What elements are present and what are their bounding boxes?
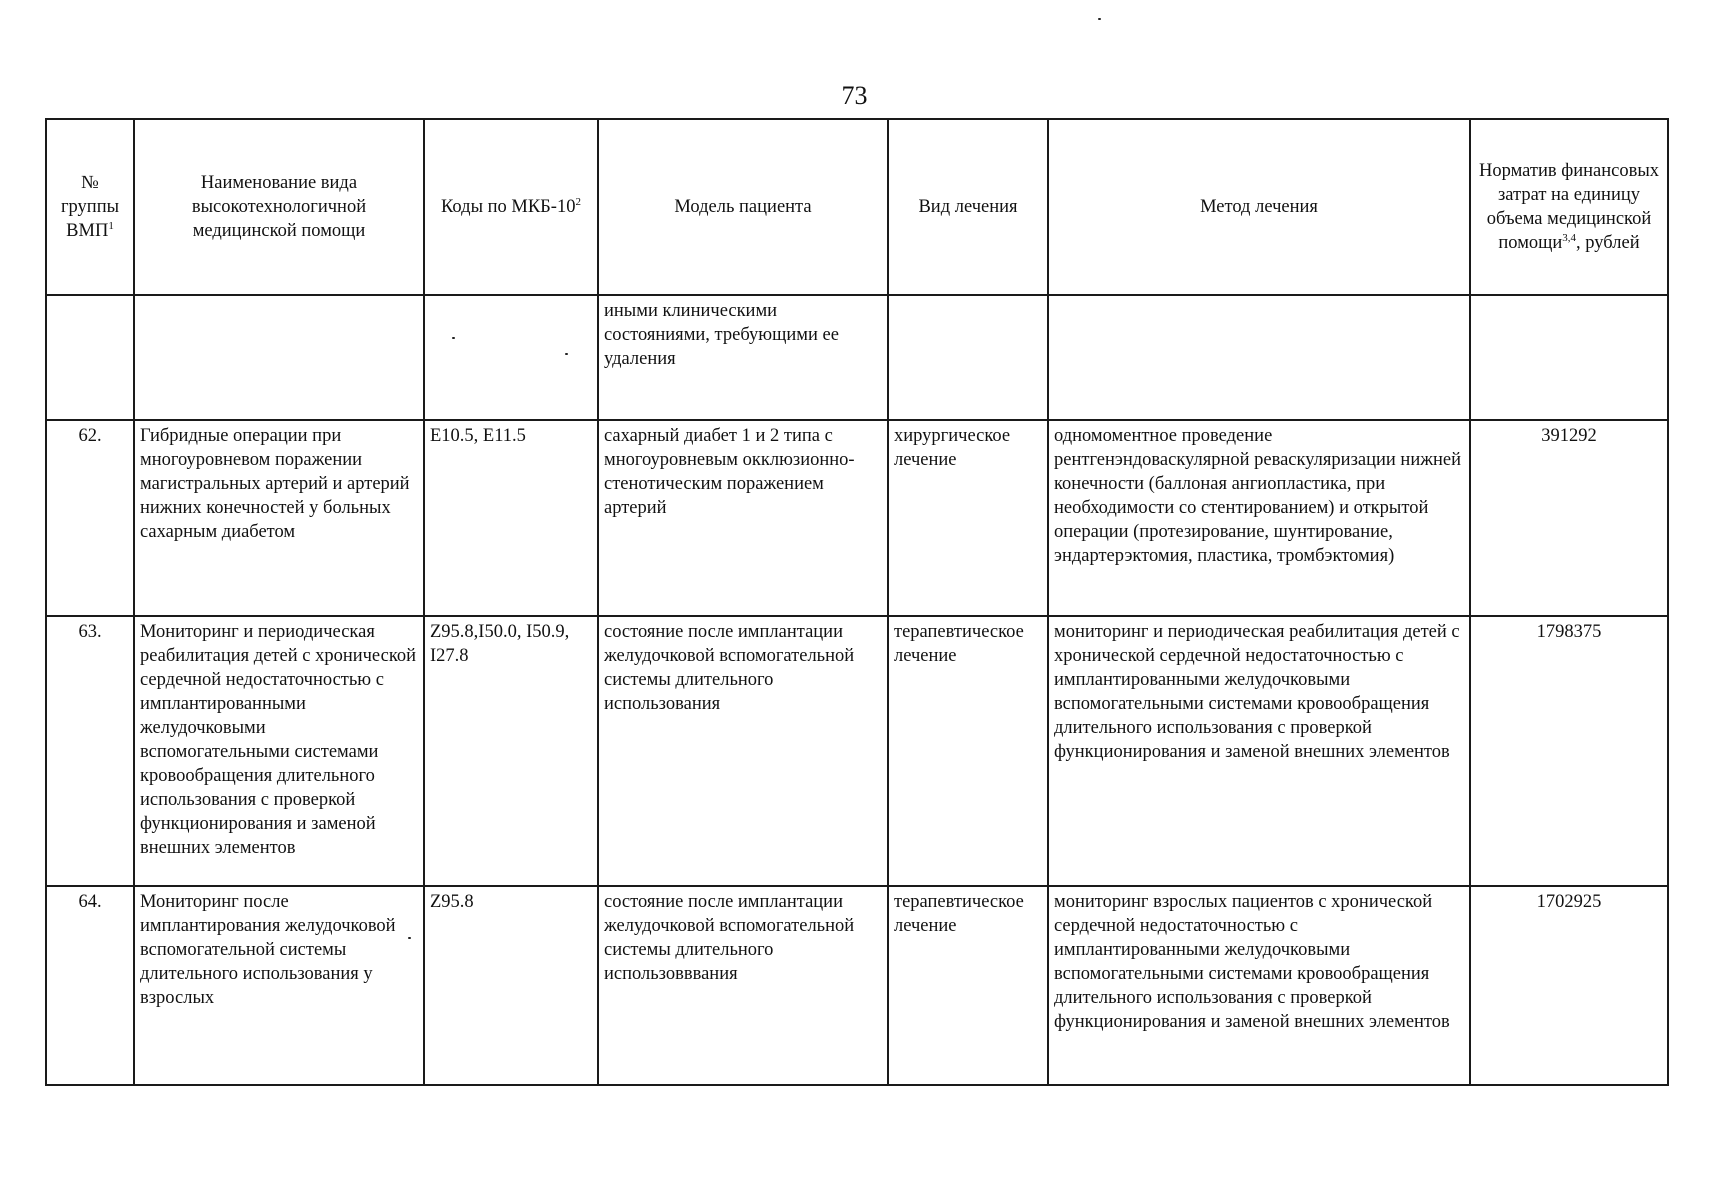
patient-model-cell: сахарный диабет 1 и 2 типа с многоуровневым окклюзионно-стенотическим поражением артерий [598, 420, 888, 616]
page-number: 73 [841, 81, 868, 110]
table-row [46, 295, 1668, 420]
treatment-method-cell: одномоментное проведение рентгенэндоваскулярной реваскуляризации нижней конечности (баллоная ангиопластика, при необходимости со стентированием) и открытой операции (протезирование, шунтирование, эндартерэктомия, пластика, тромбэктомия) [1048, 420, 1470, 616]
group-number-cell: 63. [46, 616, 134, 886]
table-header-row [46, 119, 1668, 295]
cost-norm-cell: 1798375 [1470, 616, 1668, 886]
group-number-cell: 62. [46, 420, 134, 616]
scan-speck [1098, 18, 1101, 20]
header-patient-model: Модель пациента [598, 119, 888, 295]
header-care-type-name: Наименование вида высокотехнологичной медицинской помощи [134, 119, 424, 295]
table-row [46, 616, 1668, 886]
icd-codes-cell: E10.5, E11.5 [424, 420, 598, 616]
care-type-name-cell: Мониторинг после имплантирования желудочковой вспомогательной системы длительного использования у взрослых [134, 886, 424, 1085]
table-row [46, 886, 1668, 1085]
treatment-method-cell: мониторинг и периодическая реабилитация детей с хронической сердечной недостаточностью с имплантированными желудочковыми вспомогательными системами кровообращения длительного использования с проверкой функционирования и заменой внешних элементов [1048, 616, 1470, 886]
cost-norm-cell: 1702925 [1470, 886, 1668, 1085]
treatment-type-cell: терапевтическое лечение [888, 616, 1048, 886]
header-icd-codes: Коды по МКБ-$10^2$ [424, 119, 598, 295]
icd-codes-cell: Z95.8,I50.0, I50.9, I27.8 [424, 616, 598, 886]
patient-model-cell: состояние после имплантации желудочковой вспомогательной системы длительного использовввания [598, 886, 888, 1085]
patient-model-cell: состояние после имплантации желудочковой вспомогательной системы длительного использования [598, 616, 888, 886]
table-row [46, 420, 1668, 616]
group-number-cell: 64. [46, 886, 134, 1085]
header-treatment-method: Метод лечения [1048, 119, 1470, 295]
care-type-name-cell [134, 295, 424, 420]
cost-norm-cell [1470, 295, 1668, 420]
icd-codes-cell: Z95.8 [424, 886, 598, 1085]
header-treatment-type: Вид лечения [888, 119, 1048, 295]
header-group-number: № группы ВМП$^1$ [46, 119, 134, 295]
cost-norm-cell: 391292 [1470, 420, 1668, 616]
patient-model-cell: иными клиническими состояниями, требующими ее удаления [598, 295, 888, 420]
treatment-type-cell: хирургическое лечение [888, 420, 1048, 616]
treatment-type-cell [888, 295, 1048, 420]
care-type-name-cell: Гибридные операции при многоуровневом поражении магистральных артерий и артерий нижних конечностей у больных сахарным диабетом [134, 420, 424, 616]
treatment-method-cell [1048, 295, 1470, 420]
care-type-name-cell: Мониторинг и периодическая реабилитация детей с хронической сердечной недостаточностью с имплантированными желудочковыми вспомогательными системами кровообращения длительного использования с проверкой функционирования и заменой внешних элементов [134, 616, 424, 886]
treatment-method-cell: мониторинг взрослых пациентов с хронической сердечной недостаточностью с имплантированными желудочковыми вспомогательными системами кровообращения длительного использования с проверкой функционирования и заменой внешних элементов [1048, 886, 1470, 1085]
vmp-table [45, 118, 1669, 1086]
treatment-type-cell: терапевтическое лечение [888, 886, 1048, 1085]
icd-codes-cell [424, 295, 598, 420]
header-cost-norm: Норматив финансовых затрат на единицу объема медицинской помощи$^{3,4}$, рублей [1470, 119, 1668, 295]
group-number-cell [46, 295, 134, 420]
